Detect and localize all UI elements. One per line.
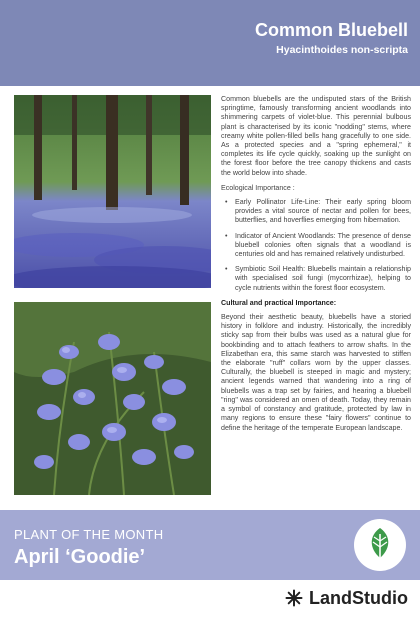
ecological-importance-label: Ecological Importance : bbox=[221, 183, 295, 192]
woodland-bluebell-photo bbox=[14, 95, 211, 288]
plant-of-month-label: PLANT OF THE MONTH bbox=[14, 527, 164, 542]
bluebell-closeup-photo bbox=[14, 302, 211, 495]
brand-name: LandStudio bbox=[309, 587, 408, 608]
ecological-points-list bbox=[221, 198, 411, 293]
asterisk-spark-icon bbox=[285, 589, 303, 607]
page-header bbox=[0, 0, 420, 86]
leaf-icon bbox=[354, 519, 406, 571]
cultural-importance-heading: Cultural and practical Importance: bbox=[221, 298, 337, 307]
article-body bbox=[221, 95, 411, 439]
month-title: April ‘Goodie’ bbox=[14, 546, 146, 568]
cultural-paragraph: Beyond their aesthetic beauty, bluebells have a storied history in folklore and industry. Historically, the incredibly sticky sap from their bulbs was used as a natural glue for bookbinding and to attach feathers to arrow shafts. In the Elizabethan era, this same starch was harvested to stiffen the elaborate "ruff" collars worn by the upper classes. Culturally, the bluebell is steeped in magic and mystery; ancient legends warned that wandering into a ring of bluebells was a trap set by fairies, and hearing a bluebell "ring" was considered an omen of death. Today, they remain a symbol of constancy and gratitude, protected by law in many regions to ensure these "fairy flowers" continue to define the heritage of the temperate European landscape. bbox=[221, 313, 411, 432]
ecological-point: • Indicator of Ancient Woodlands: The presence of dense bluebell colonies often signals that a woodland is centuries old and has remained relatively undisturbed. bbox=[221, 232, 411, 260]
page-title: Common Bluebell bbox=[254, 20, 408, 40]
ecological-point: • Early Pollinator Life-Line: Their early spring bloom provides a vital source of nectar and pollen for bees, butterflies, and hoverflies emerging from hibernation. bbox=[221, 198, 411, 226]
scientific-name: Hyacinthoides non-scripta bbox=[276, 44, 408, 56]
brand-logo bbox=[285, 586, 408, 610]
ecological-point: • Symbiotic Soil Health: Bluebells maintain a relationship with specialised soil fungi (mycorrhizae), helping to cycle nutrients within the forest floor ecosystem. bbox=[221, 265, 411, 293]
intro-paragraph: Common bluebells are the undisputed stars of the British springtime, famously transforming ancient woodlands into shimmering carpets of violet-blue. This perennial bulbous plant is characterised by its iconic "nodding" stems, where creamy white pollen-filled bells hang gracefully to one side. As a protected species and a "spring ephemeral," it completes its life cycle quickly, soaking up the sunlight on the forest floor before the tree canopy thickens and casts the world below into shade. bbox=[221, 95, 411, 177]
